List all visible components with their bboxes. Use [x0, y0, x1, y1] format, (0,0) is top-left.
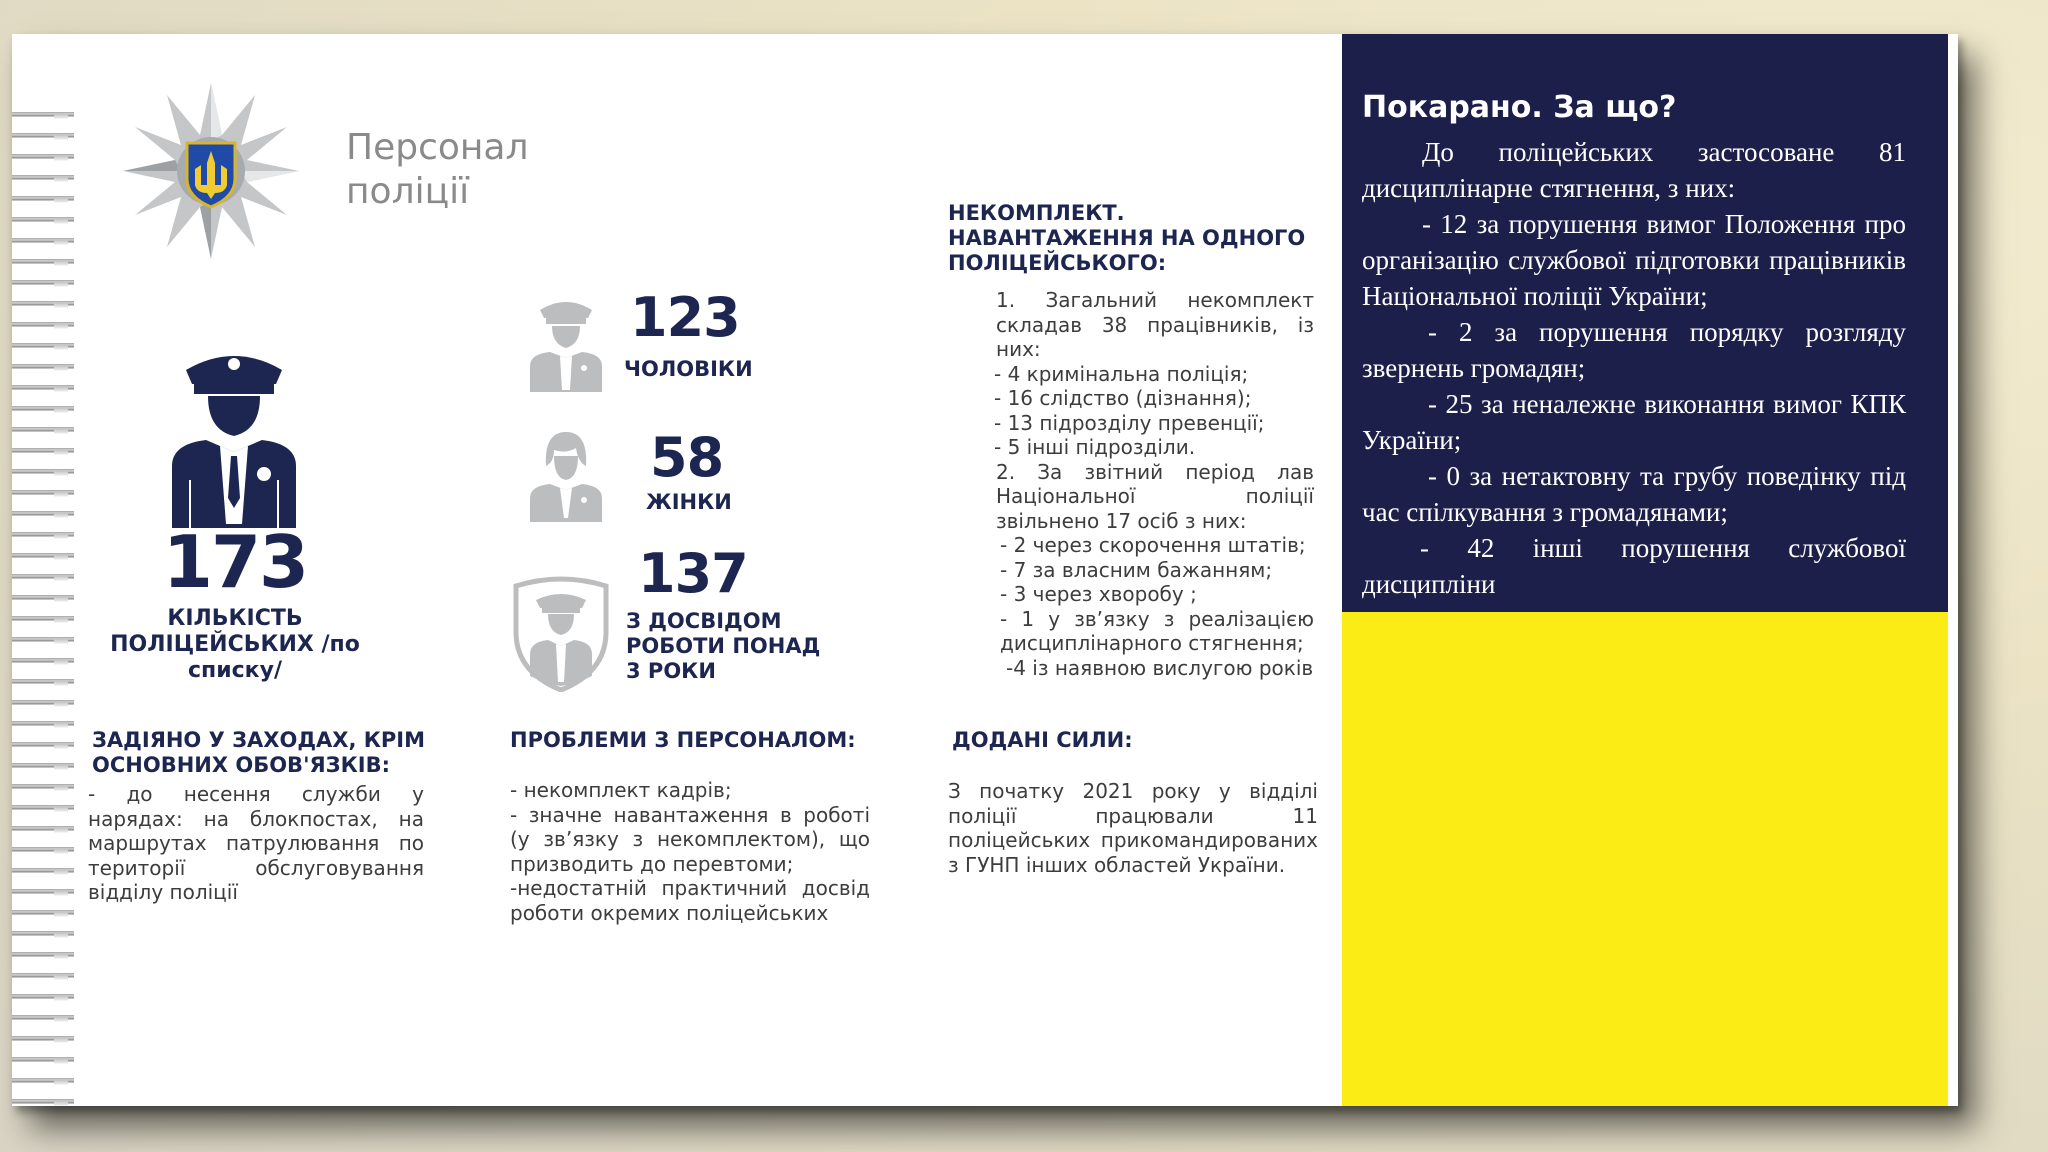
added-text: З початку 2021 року у відділі поліції працювали 11 поліцейських прикомандированих з ГУНП інших областей України.: [948, 779, 1318, 877]
shortage-item-2-sub: -4 із наявною вислугою років: [1006, 655, 1314, 680]
experienced-officer-shield-icon: [506, 572, 616, 692]
page-title: [346, 126, 586, 214]
problems-body: [510, 778, 870, 925]
shortage-heading: НЕКОМПЛЕКТ. НАВАНТАЖЕННЯ НА ОДНОГО ПОЛІЦЕЙСЬКОГО:: [948, 201, 1306, 275]
shortage-item-2-sub: - 1 у зв’язку з реалізацією дисциплінарного стягнення;: [1000, 606, 1314, 655]
experienced-count: 137: [638, 542, 748, 605]
women-count: 58: [650, 426, 724, 489]
police-badge-icon: [120, 80, 302, 262]
involved-text: - до несення служби у нарядах: на блокпостах, на маршрутах патрулювання по території обслуговування відділу поліції: [88, 782, 424, 904]
total-officers-count: 173: [162, 520, 308, 604]
spiral-binding: [12, 106, 74, 1111]
shortage-body: [948, 288, 1314, 680]
punished-item: - 12 за порушення вимог Положення про організацію службової підготовки працівників Національної поліції України;: [1362, 209, 1906, 311]
title-line-2: поліції: [346, 171, 470, 212]
women-label: ЖІНКИ: [646, 490, 732, 514]
shortage-item-2: 2. За звітний період лав Національної поліції звільнено 17 осіб з них:: [996, 459, 1314, 533]
men-label: ЧОЛОВІКИ: [624, 357, 753, 381]
punished-item: - 25 за неналежне виконання вимог КПК України;: [1362, 389, 1906, 455]
female-officer-icon: [526, 426, 606, 522]
problems-heading: ПРОБЛЕМИ З ПЕРСОНАЛОМ:: [510, 728, 856, 752]
punished-intro: До поліцейських застосоване 81 дисциплінарне стягнення, з них:: [1362, 137, 1906, 203]
shortage-item-1-sub: - 4 кримінальна поліція;: [994, 361, 1249, 386]
problems-line: -недостатній практичний досвід роботи окремих поліцейських: [510, 876, 870, 925]
shortage-item-1-sub: - 13 підрозділу превенції;: [994, 410, 1265, 435]
problems-line: - значне навантаження в роботі (у зв’язку з некомплектом), що призводить до перевтоми;: [510, 802, 870, 876]
punished-item: - 2 за порушення порядку розгляду звернень громадян;: [1362, 317, 1906, 383]
punished-item: - 0 за нетактовну та грубу поведінку під час спілкування з громадянами;: [1362, 461, 1906, 527]
total-officers-label: КІЛЬКІСТЬ ПОЛІЦЕЙСЬКИХ /по списку/: [110, 606, 360, 683]
police-officer-icon: [164, 348, 304, 528]
yellow-panel: [1342, 612, 1948, 1106]
shortage-item-1-sub: - 16 слідство (дізнання);: [994, 386, 1252, 410]
men-count: 123: [630, 286, 740, 349]
added-heading: ДОДАНІ СИЛИ:: [952, 728, 1133, 752]
punished-item: - 42 інші порушення службової дисципліни: [1362, 533, 1906, 599]
male-officer-icon: [526, 296, 606, 392]
title-line-1: Персонал: [346, 127, 529, 168]
shortage-item-2-sub: - 7 за власним бажанням;: [1000, 557, 1273, 582]
problems-line: - некомплект кадрів;: [510, 778, 732, 802]
experienced-label: З ДОСВІДОМ РОБОТИ ПОНАД 3 РОКИ: [626, 609, 821, 683]
shortage-item-1-sub: - 5 інші підрозділи.: [994, 435, 1196, 459]
shortage-item-2-sub: - 3 через хворобу ;: [1000, 582, 1197, 606]
punished-body: [1362, 134, 1906, 602]
punished-heading: Покарано. За що?: [1362, 90, 1677, 125]
shortage-item-1: 1. Загальний некомплект складав 38 працівників, із них:: [996, 288, 1314, 361]
involved-heading: ЗАДІЯНО У ЗАХОДАХ, КРІМ ОСНОВНИХ ОБОВ'ЯЗКІВ:: [92, 728, 426, 777]
shortage-item-2-sub: - 2 через скорочення штатів;: [1000, 533, 1306, 557]
